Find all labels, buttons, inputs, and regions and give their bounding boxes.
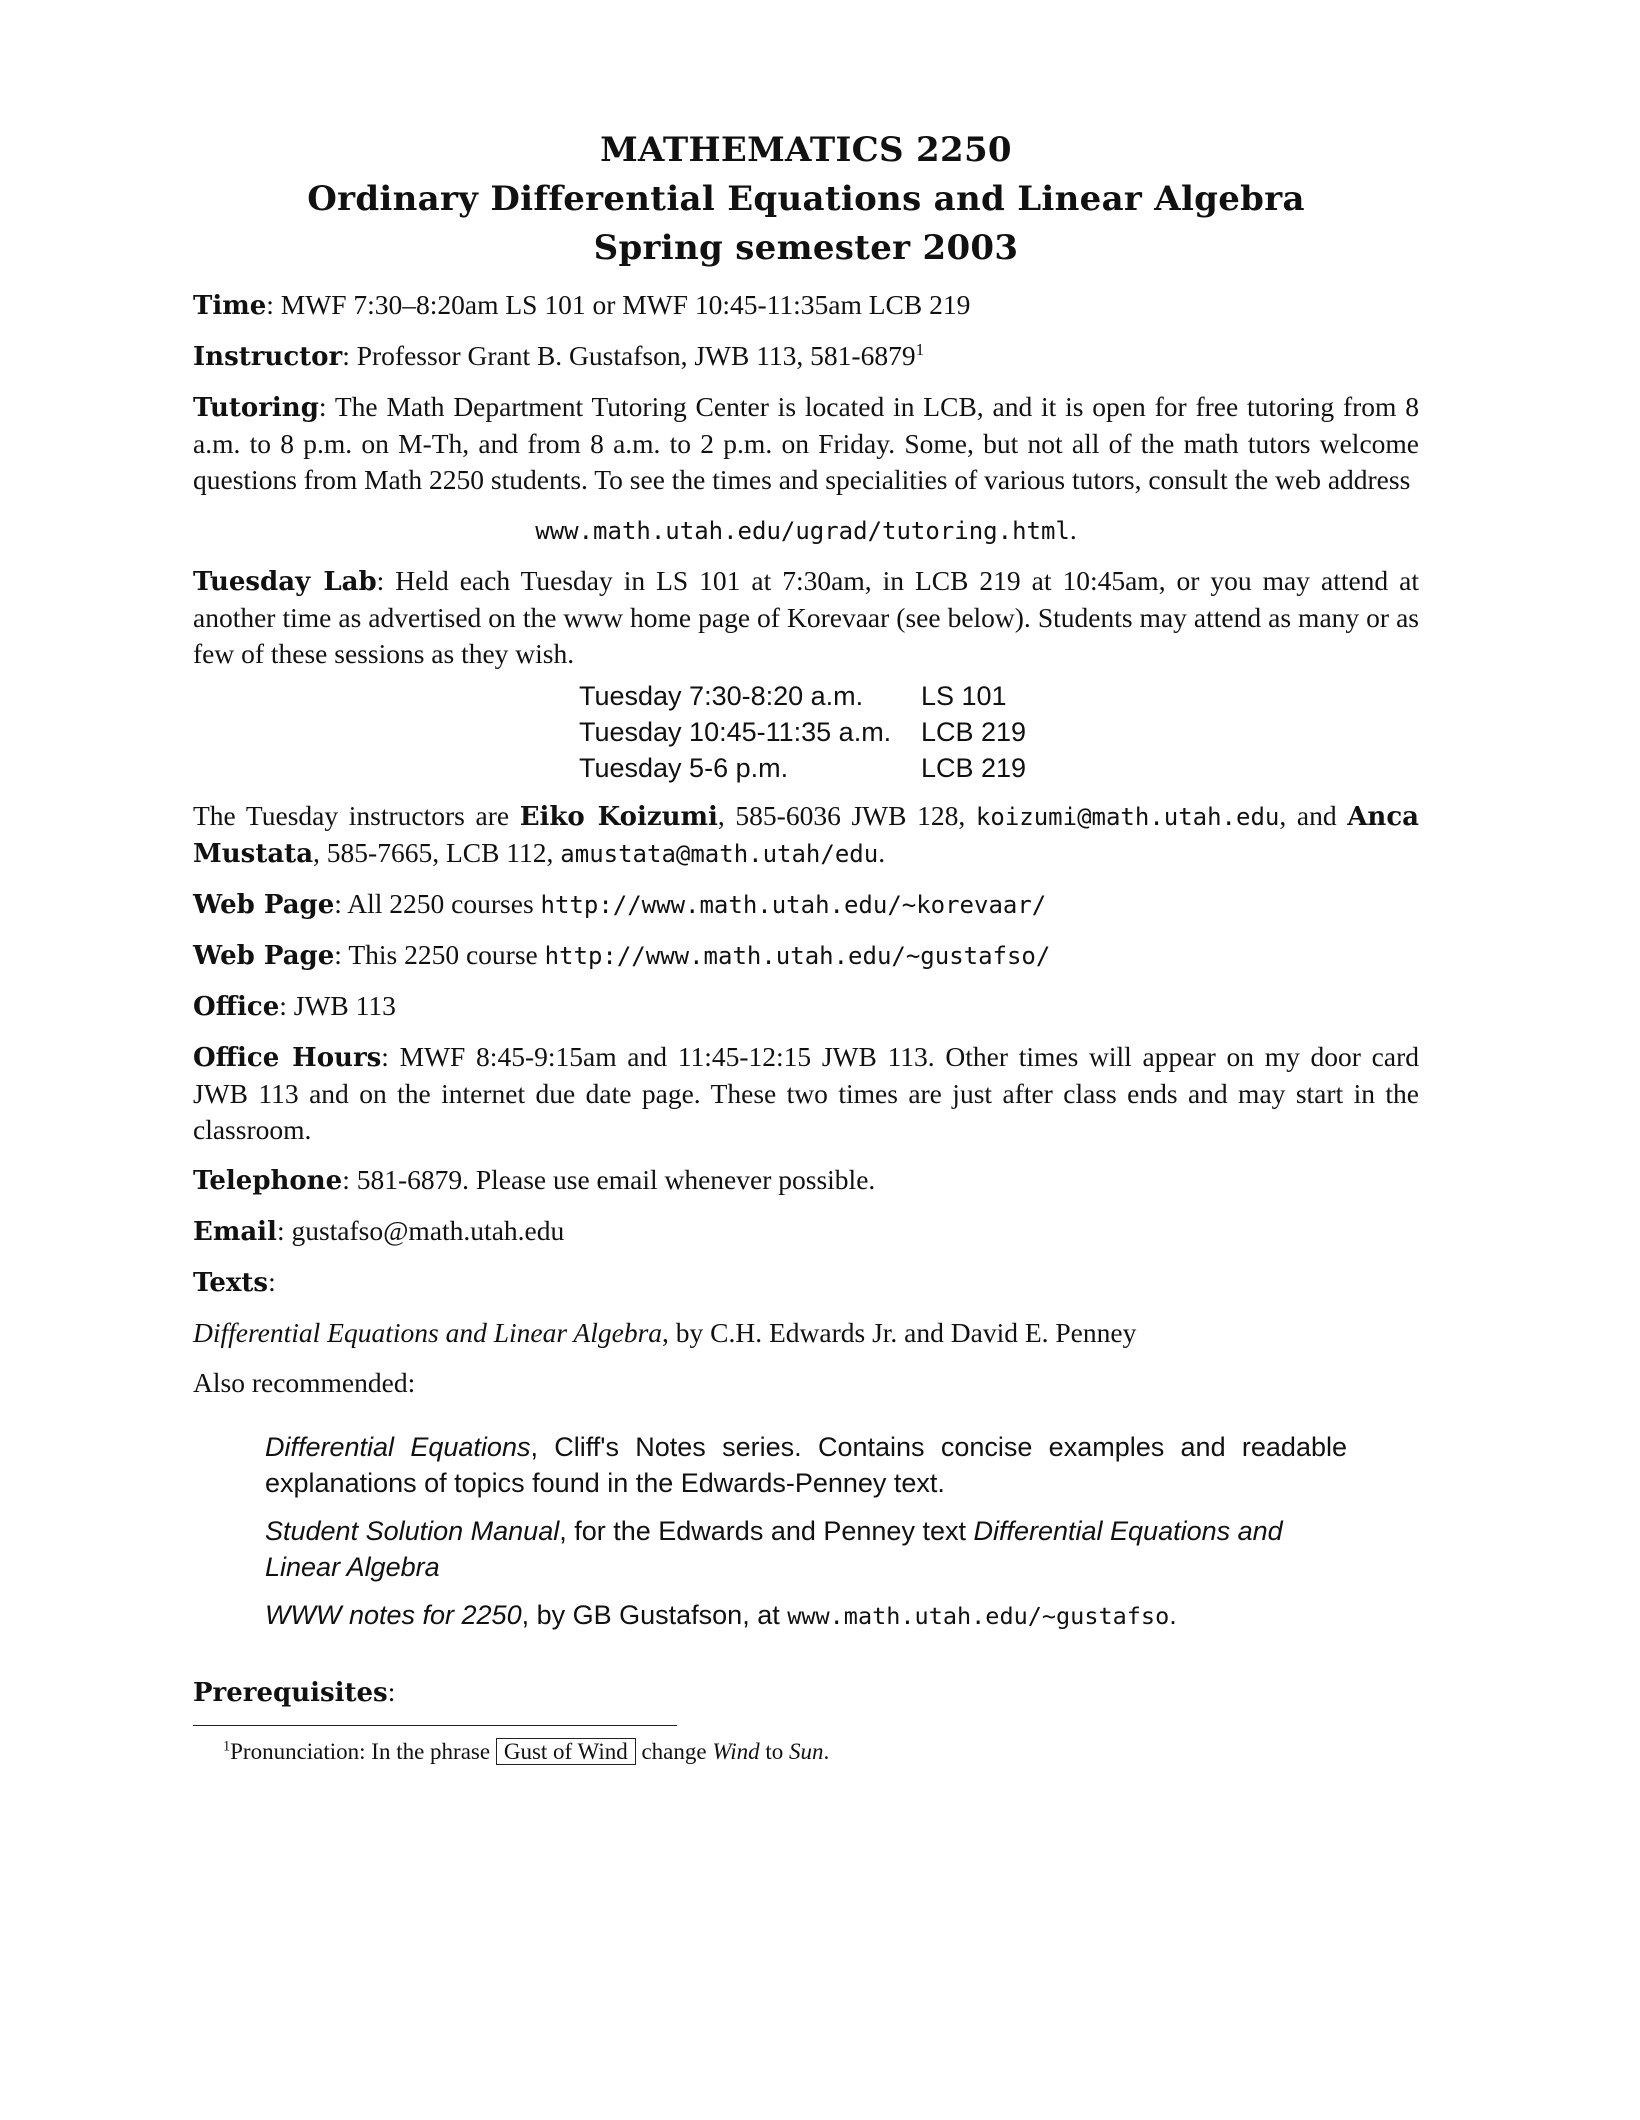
prerequisites-section: Prerequisites: bbox=[193, 1676, 396, 1708]
instructor-section: Instructor: Professor Grant B. Gustafson, JWB 113, 581-6879$^1$ bbox=[193, 339, 925, 372]
footnote-divider bbox=[193, 1725, 677, 1726]
table-row bbox=[579, 678, 1026, 714]
instructors-lead: The Tuesday instructors are bbox=[193, 800, 510, 831]
telephone-section: Telephone: 581-6879. Please use email whenever possible. bbox=[193, 1164, 876, 1196]
instructor-label: Instructor bbox=[193, 342, 343, 372]
instructor-info-koizumi: , 585-6036 JWB 128, bbox=[717, 800, 966, 831]
rec-title: Differential Equations bbox=[265, 1432, 531, 1462]
instructor-text: Professor Grant B. Gustafson, JWB 113, 581-6879 bbox=[356, 340, 916, 371]
time-label: Time bbox=[193, 291, 267, 321]
rec-title: Student Solution Manual bbox=[265, 1516, 560, 1546]
also-recommended: Also recommended: bbox=[193, 1367, 416, 1398]
footnote-lead: Pronunciation: In the phrase bbox=[230, 1739, 491, 1764]
session-time: Tuesday 10:45-11:35 a.m. bbox=[579, 717, 892, 747]
office-hours-section: Office Hours: MWF 8:45-9:15am and 11:45-12:15 JWB 113. Other times will appear on my door card JWB 113 and on the internet due date page. These two times are just after class ends and may start in the classroom. bbox=[193, 1041, 1419, 1145]
webpage-this-text: This 2250 course bbox=[348, 939, 538, 970]
course-number: MATHEMATICS 2250 bbox=[600, 130, 1012, 170]
list-item bbox=[265, 1429, 1347, 1501]
office-hours-label: Office Hours bbox=[193, 1043, 382, 1073]
footnote-marker[interactable]: 1 bbox=[915, 339, 925, 359]
texts-section: Texts: bbox=[193, 1266, 276, 1298]
telephone-text: 581-6879. Please use email whenever possible. bbox=[356, 1164, 876, 1195]
www-notes-url-link[interactable]: www.math.utah.edu/~gustafso bbox=[787, 1602, 1170, 1630]
rec-text: , Cliff's Notes series. Contains concise examples and readable explanations of topics found in the Edwards-Penney text. bbox=[265, 1432, 1347, 1498]
telephone-label: Telephone bbox=[193, 1166, 343, 1196]
office-hours-text: MWF 8:45-9:15am and 11:45-12:15 JWB 113. Other times will appear on my door card JWB 113 and on the internet due date page. These two times are just after class ends and may start in the classroom. bbox=[193, 1041, 1419, 1145]
instructors-and: , and bbox=[1279, 800, 1337, 831]
footnote-end: . bbox=[823, 1739, 830, 1764]
textbook-entry bbox=[193, 1315, 1419, 1351]
rec-title: WWW notes for 2250 bbox=[265, 1600, 522, 1630]
document-page bbox=[193, 126, 1419, 1768]
footnote-to: to bbox=[765, 1739, 784, 1764]
webpage-all-text: All 2250 courses bbox=[347, 888, 534, 919]
footnote-mark: 1 bbox=[223, 1738, 231, 1755]
textbook-title: Differential Equations and Linear Algebra bbox=[193, 1317, 663, 1348]
list-item bbox=[265, 1597, 1347, 1634]
table-row bbox=[579, 750, 1026, 786]
office-label: Office bbox=[193, 992, 280, 1022]
tutoring-label: Tutoring bbox=[193, 393, 319, 423]
webpage-label: Web Page bbox=[193, 890, 335, 920]
recommended-list bbox=[265, 1429, 1347, 1634]
email-link-mustata[interactable]: amustata@math.utah/edu bbox=[560, 840, 879, 868]
email-link-koizumi[interactable]: koizumi@math.utah.edu bbox=[975, 803, 1280, 831]
webpage-this-section: Web Page: This 2250 course http://www.math.utah.edu/~gustafso/ bbox=[193, 939, 1051, 971]
footnote-word2: Sun bbox=[789, 1739, 824, 1764]
email-section: Email: gustafso@math.utah.edu bbox=[193, 1215, 565, 1247]
texts-label: Texts bbox=[193, 1268, 269, 1298]
korevaar-url-link[interactable]: http://www.math.utah.edu/~korevaar/ bbox=[540, 891, 1047, 919]
tuesday-lab-section: Tuesday Lab: Held each Tuesday in LS 101 at 7:30am, in LCB 219 at 10:45am, or you may attend at another time as advertised on the www home page of Korevaar (see below). Students may attend as many or as few of these sessions as they wish. bbox=[193, 565, 1420, 669]
tuesday-lab-label: Tuesday Lab bbox=[193, 567, 377, 597]
tuesday-instructors bbox=[193, 798, 1419, 872]
lab-schedule-table bbox=[579, 678, 1026, 786]
tutoring-url-line bbox=[193, 512, 1419, 549]
email-link[interactable]: gustafso@math.utah.edu bbox=[291, 1215, 565, 1246]
rec-title-2: Differential Equations and Linear Algebra bbox=[265, 1516, 1283, 1582]
tutoring-text: The Math Department Tutoring Center is located in LCB, and it is open for free tutoring from 8 a.m. to 8 p.m. on M-Th, and from 8 a.m. to 2 p.m. on Friday. Some, but not all of the math tutors welcome questions from Math 2250 students. To see the times and specialities of various tutors, consult the web address bbox=[193, 391, 1419, 495]
session-time: Tuesday 7:30-8:20 a.m. bbox=[579, 681, 864, 711]
session-room: LCB 219 bbox=[921, 753, 1027, 783]
webpage-label: Web Page bbox=[193, 941, 335, 971]
instructors-end: . bbox=[878, 837, 886, 868]
footnote-word1: Wind bbox=[712, 1739, 760, 1764]
time-text: MWF 7:30–8:20am LS 101 or MWF 10:45-11:35am LCB 219 bbox=[280, 289, 971, 320]
office-section: Office: JWB 113 bbox=[193, 990, 396, 1022]
tutoring-section: Tutoring: The Math Department Tutoring Center is located in LCB, and it is open for free tutoring from 8 a.m. to 8 p.m. on M-Th, and from 8 a.m. to 2 p.m. on Friday. Some, but not all of the math tutors welcome questions from Math 2250 students. To see the times and specialities of various tutors, consult the web address bbox=[193, 391, 1419, 495]
document-title bbox=[193, 126, 1419, 273]
rec-text: , for the Edwards and Penney text bbox=[559, 1516, 974, 1546]
list-item bbox=[265, 1513, 1347, 1585]
tuesday-lab-text: Held each Tuesday in LS 101 at 7:30am, in LCB 219 at 10:45am, or you may attend at another time as advertised on the www home page of Korevaar (see below). Students may attend as many or as few of these sessions as they wish. bbox=[193, 565, 1420, 669]
instructor-name-mustata: Anca Mustata bbox=[193, 802, 1420, 869]
webpage-all-section: Web Page: All 2250 courses http://www.math.utah.edu/~korevaar/ bbox=[193, 888, 1047, 920]
course-name: Ordinary Differential Equations and Linear Algebra bbox=[307, 179, 1305, 219]
rec-end: . bbox=[1169, 1600, 1177, 1630]
email-label: Email bbox=[193, 1217, 277, 1247]
session-room: LS 101 bbox=[921, 681, 1007, 711]
office-text: JWB 113 bbox=[293, 990, 396, 1021]
instructor-info-mustata: , 585-7665, LCB 112, bbox=[313, 837, 554, 868]
instructor-name-koizumi: Eiko Koizumi bbox=[519, 802, 718, 832]
footnote bbox=[193, 1736, 1419, 1768]
session-time: Tuesday 5-6 p.m. bbox=[579, 753, 789, 783]
rec-text: , by GB Gustafson, at bbox=[521, 1600, 788, 1630]
tutoring-url[interactable]: www.math.utah.edu/ugrad/tutoring.html bbox=[535, 517, 1070, 545]
time-section: Time: MWF 7:30–8:20am LS 101 or MWF 10:45-11:35am LCB 219 bbox=[193, 289, 971, 321]
session-room: LCB 219 bbox=[921, 717, 1027, 747]
semester: Spring semester 2003 bbox=[593, 228, 1019, 268]
textbook-authors: , by C.H. Edwards Jr. and David E. Penney bbox=[662, 1317, 1137, 1348]
footnote-mid: change bbox=[641, 1739, 707, 1764]
table-row bbox=[579, 714, 1026, 750]
tutoring-url-suffix: . bbox=[1069, 514, 1077, 545]
prerequisites-label: Prerequisites bbox=[193, 1678, 388, 1708]
boxed-phrase: Gust of Wind bbox=[496, 1738, 636, 1765]
gustafso-url-link[interactable]: http://www.math.utah.edu/~gustafso/ bbox=[544, 942, 1051, 970]
